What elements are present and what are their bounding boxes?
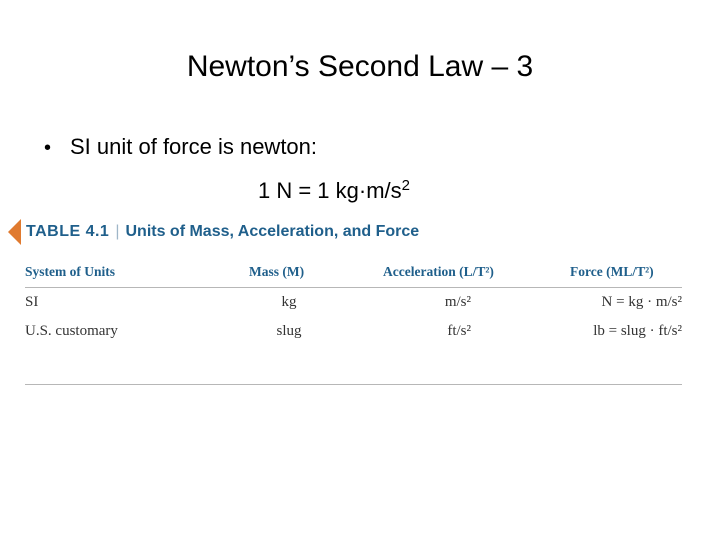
table-row — [25, 317, 682, 346]
caption-arrow-icon — [8, 219, 21, 245]
row-system: U.S. customary — [25, 323, 118, 339]
caption-separator: | — [115, 223, 120, 240]
header-system-of-units: System of Units — [25, 264, 115, 279]
table-header-row — [25, 258, 682, 287]
table-row — [25, 288, 682, 317]
row-acceleration: ft/s² — [447, 323, 471, 339]
header-acceleration: Acceleration (L/T²) — [383, 264, 494, 279]
force-formula — [258, 172, 410, 205]
row-acceleration: m/s² — [444, 294, 471, 310]
units-table — [25, 258, 682, 346]
table-title: Units of Mass, Acceleration, and Force — [125, 223, 420, 240]
formula-text: 1 N = 1 kg·m/s — [258, 178, 402, 203]
row-force: N = kg · m/s² — [601, 294, 682, 310]
row-system: SI — [25, 294, 39, 310]
bullet-point — [44, 133, 317, 162]
slide-title: Newton’s Second Law – 3 — [186, 50, 534, 83]
row-force: lb = slug · ft/s² — [593, 323, 682, 339]
bullet-marker: • — [44, 137, 52, 159]
header-force: Force (ML/T²) — [570, 264, 654, 279]
header-mass: Mass (M) — [249, 264, 305, 279]
table-number: TABLE 4.1 — [26, 223, 110, 240]
formula-exponent: 2 — [401, 177, 410, 194]
table-caption — [8, 216, 478, 248]
table-bottom-rule — [25, 384, 682, 385]
row-mass: slug — [276, 323, 302, 339]
bullet-text: SI unit of force is newton: — [70, 134, 318, 159]
row-mass: kg — [281, 294, 297, 310]
